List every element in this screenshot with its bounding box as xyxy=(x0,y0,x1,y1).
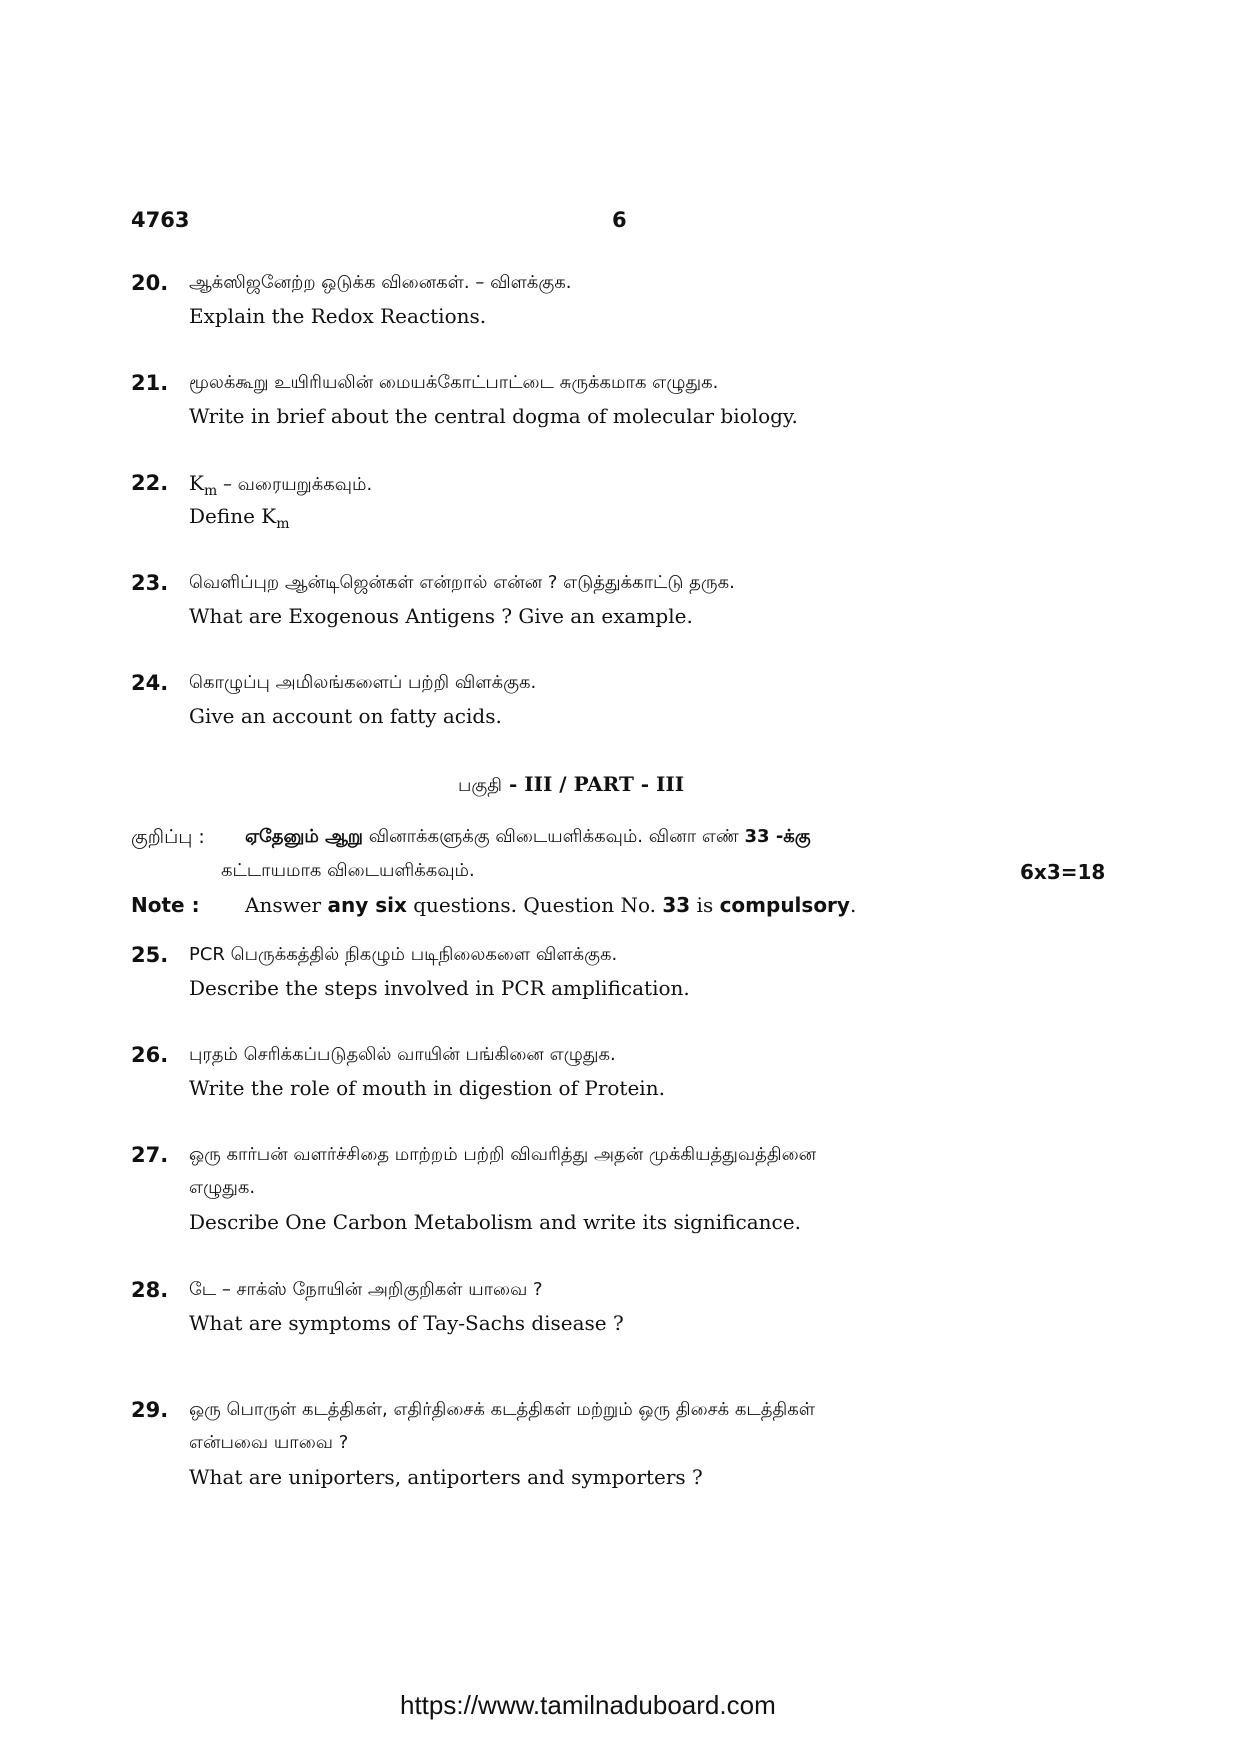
km-subscript: m xyxy=(203,483,218,499)
question-tamil-text: – வரையறுக்கவும். xyxy=(217,474,373,495)
part-title-english: - III / PART - III xyxy=(502,772,685,796)
question-number: 29. xyxy=(131,1398,169,1422)
question-english: Describe One Carbon Metabolism and write its significance. xyxy=(189,1210,801,1234)
page-number: 6 xyxy=(612,208,627,232)
question-number: 24. xyxy=(131,671,169,695)
question-tamil xyxy=(189,471,372,499)
question-english-text: Define K xyxy=(189,504,277,528)
note-label-english: Note : xyxy=(131,893,200,917)
question-tamil: மூலக்கூறு உயிரியலின் மையக்கோட்பாட்டை சுருக்கமாக எழுதுக. xyxy=(189,372,719,393)
question-english xyxy=(189,504,290,532)
question-tamil: ஆக்ஸிஜனேற்ற ஒடுக்க வினைகள். – விளக்குக. xyxy=(189,272,572,293)
question-tamil: கொழுப்பு அமிலங்களைப் பற்றி விளக்குக. xyxy=(189,672,537,693)
note-tamil-qno: 33 xyxy=(744,826,770,847)
question-tamil-cont: என்பவை யாவை ? xyxy=(189,1432,349,1453)
question-tamil: ஒரு கார்பன் வளர்ச்சிதை மாற்றம் பற்றி விவரித்து அதன் முக்கியத்துவத்தினை xyxy=(189,1144,817,1165)
part-marks: 6x3=18 xyxy=(1020,860,1106,884)
note-en-any-six: any six xyxy=(327,893,407,917)
note-en-compulsory: compulsory xyxy=(719,893,850,917)
note-tamil-suffix: -க்கு xyxy=(769,826,811,847)
paper-code: 4763 xyxy=(131,208,190,232)
question-tamil: PCR பெருக்கத்தில் நிகழும் படிநிலைகளை விளக்குக. xyxy=(189,944,618,965)
note-en-text: . xyxy=(849,893,857,917)
question-tamil: வெளிப்புற ஆன்டிஜென்கள் என்றால் என்ன ? எடுத்துக்காட்டு தருக. xyxy=(189,572,735,593)
question-number: 25. xyxy=(131,943,169,967)
km-symbol: K xyxy=(189,471,204,495)
question-number: 28. xyxy=(131,1278,169,1302)
question-number: 23. xyxy=(131,571,169,595)
note-en-text: is xyxy=(690,893,720,917)
question-english: Give an account on fatty acids. xyxy=(189,704,502,728)
question-tamil-cont: எழுதுக. xyxy=(189,1177,256,1198)
question-english: What are Exogenous Antigens ? Give an example. xyxy=(189,604,693,628)
question-number: 27. xyxy=(131,1143,169,1167)
note-tamil-any-six: ஏதேனும் ஆறு xyxy=(245,826,363,847)
question-tamil: டே – சாக்ஸ் நோயின் அறிகுறிகள் யாவை ? xyxy=(189,1279,543,1300)
note-tamil-text: வினாக்களுக்கு விடையளிக்கவும். வினா எண் xyxy=(362,826,745,847)
question-english: What are symptoms of Tay-Sachs disease ? xyxy=(189,1311,624,1335)
question-tamil: ஒரு பொருள் கடத்திகள், எதிர்திசைக் கடத்திகள் மற்றும் ஒரு திசைக் கடத்திகள் xyxy=(189,1399,815,1420)
question-english: Write in brief about the central dogma of molecular biology. xyxy=(189,404,798,428)
question-number: 22. xyxy=(131,471,169,495)
question-english: Explain the Redox Reactions. xyxy=(189,304,487,328)
note-tamil-line1 xyxy=(245,826,811,849)
note-en-qno: 33 xyxy=(662,893,691,917)
part-title-tamil: பகுதி xyxy=(458,775,503,796)
question-english: Describe the steps involved in PCR amplification. xyxy=(189,976,690,1000)
note-english xyxy=(245,893,856,917)
question-english: What are uniporters, antiporters and symporters ? xyxy=(189,1465,703,1489)
footer-url[interactable]: https://www.tamilnaduboard.com xyxy=(400,1690,776,1720)
question-tamil: புரதம் செரிக்கப்படுதலில் வாயின் பங்கினை எழுதுக. xyxy=(189,1044,616,1065)
question-english: Write the role of mouth in digestion of Protein. xyxy=(189,1076,665,1100)
part-title xyxy=(458,772,684,798)
km-subscript: m xyxy=(276,516,290,532)
question-number: 26. xyxy=(131,1043,169,1067)
question-number: 21. xyxy=(131,371,169,395)
note-en-text: Answer xyxy=(245,893,328,917)
note-en-text: questions. Question No. xyxy=(406,893,663,917)
note-label-tamil: குறிப்பு : xyxy=(131,826,205,848)
question-number: 20. xyxy=(131,271,169,295)
note-tamil-line2: கட்டாயமாக விடையளிக்கவும். xyxy=(221,860,475,881)
